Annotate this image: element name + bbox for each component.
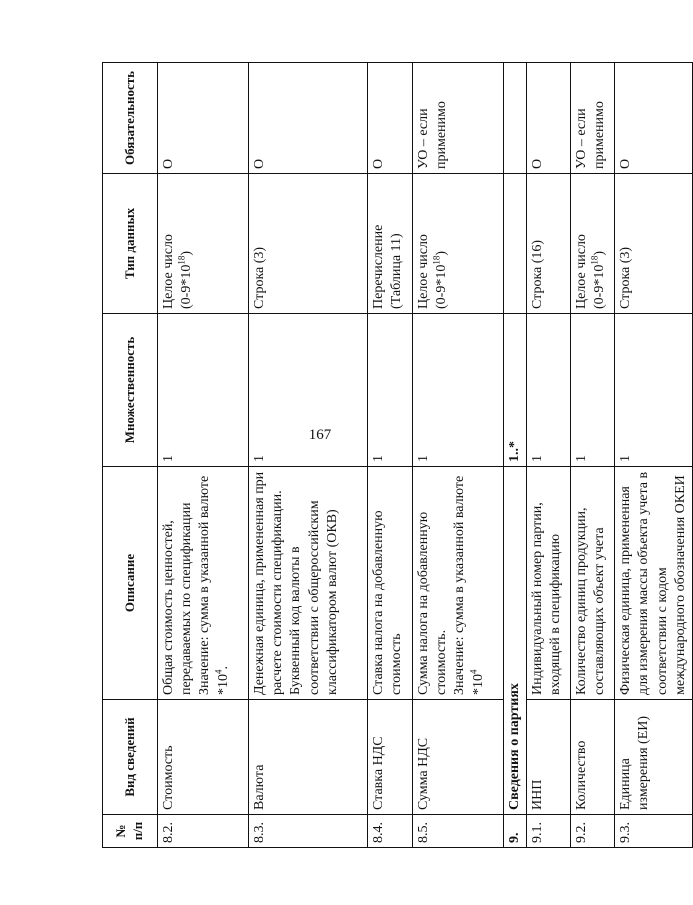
row-info-type: Стоимость	[158, 700, 249, 815]
row-info-type: Количество	[571, 700, 615, 815]
header-data-type: Тип данных	[103, 174, 158, 314]
description-line	[451, 471, 487, 695]
row-info-type: Сумма НДС	[413, 700, 504, 815]
description-line: Индивидуальный номер партии, входящей в спецификацию	[530, 502, 564, 695]
description-line	[196, 471, 232, 695]
row-description	[368, 467, 413, 700]
description-line: Общая стоимость ценностей, передаваемых по спецификации	[161, 502, 195, 695]
rotated-table-container	[102, 63, 688, 848]
table-row	[368, 63, 413, 848]
row-description	[413, 467, 504, 700]
table-row	[158, 63, 249, 848]
row-data-type	[368, 174, 413, 314]
row-data-type	[413, 174, 504, 314]
description-line-wrap	[452, 476, 485, 695]
section-row	[504, 63, 527, 848]
header-multiplicity: Множественность	[103, 314, 158, 467]
description-exponent: 4	[212, 669, 223, 674]
data-type-range	[591, 178, 609, 309]
data-type-range-tail: )	[592, 251, 608, 256]
page-number: 167	[308, 427, 332, 443]
row-description	[527, 467, 571, 700]
description-line-wrap	[197, 476, 230, 695]
row-multiplicity: 1	[413, 314, 504, 467]
row-number: 9.2.	[571, 815, 615, 848]
description-tail: .	[215, 666, 231, 670]
row-info-type: ИНП	[527, 700, 571, 815]
data-type-range-exponent: 18	[589, 255, 600, 265]
row-multiplicity: 1	[368, 314, 413, 467]
header-description: Описание	[103, 467, 158, 700]
data-type-range-exponent: 18	[431, 255, 442, 265]
table-row	[527, 63, 571, 848]
row-obligation: УО – если применимо	[413, 63, 504, 174]
row-multiplicity: 1	[527, 314, 571, 467]
description-line: Ставка налога на добавленную стоимость	[371, 510, 405, 695]
data-type-range-base: (0-9*10	[179, 264, 195, 309]
row-info-type: Ставка НДС	[368, 700, 413, 815]
row-description	[249, 467, 368, 700]
description-line: Денежная единица, примененная при расчете стоимости спецификации. Буквенный код валюты в соответствии с общероссийским классификатором валют (ОКВ)	[252, 471, 340, 695]
section-title: Сведения о партиях	[504, 467, 527, 815]
row-data-type	[571, 174, 615, 314]
header-number: № п/п	[103, 815, 158, 848]
row-multiplicity: 1	[571, 314, 615, 467]
row-info-type: Валюта	[249, 700, 368, 815]
table-header-row	[103, 63, 158, 848]
data-type-range-base: (0-9*10	[434, 264, 450, 309]
description-line: Количество единиц продукции, составляющих объект учета	[574, 507, 608, 695]
data-type-range-exponent: 18	[176, 255, 187, 265]
row-obligation: O	[158, 63, 249, 174]
table-row	[249, 63, 368, 848]
data-type-main: Строка (3)	[618, 246, 634, 309]
row-number: 8.4.	[368, 815, 413, 848]
data-type-range-tail: )	[434, 251, 450, 256]
row-multiplicity: 1..*	[504, 314, 527, 467]
table-row	[571, 63, 615, 848]
row-description	[571, 467, 615, 700]
header-info-type: Вид сведений	[103, 700, 158, 815]
description-text: Значение: сумма в указанной валюте *10	[452, 475, 486, 695]
specification-table	[102, 62, 693, 848]
row-multiplicity: 1	[158, 314, 249, 467]
row-number: 9.3.	[615, 815, 693, 848]
row-description	[615, 467, 693, 700]
row-number: 9.1.	[527, 815, 571, 848]
description-line: Сумма налога на добавленную стоимость.	[416, 511, 450, 695]
description-line: Физическая единица, примененная для измерения массы объекта учета в соответствии с кодом международного обозначения ОКЕИ	[618, 471, 688, 695]
row-multiplicity: 1	[615, 314, 693, 467]
data-type-main: Целое число	[574, 234, 590, 309]
row-description	[158, 467, 249, 700]
data-type-main: Целое число	[416, 234, 431, 309]
data-type-range	[178, 178, 196, 309]
description-exponent: 4	[467, 669, 478, 674]
row-obligation: O	[249, 63, 368, 174]
row-number: 8.2.	[158, 815, 249, 848]
row-data-type	[504, 174, 527, 314]
data-type-range-tail: )	[179, 251, 195, 256]
row-number: 8.3.	[249, 815, 368, 848]
row-data-type	[527, 174, 571, 314]
row-obligation	[504, 63, 527, 174]
table-row	[413, 63, 504, 848]
data-type-range-base: (0-9*10	[592, 264, 608, 309]
description-text: Значение: сумма в указанной валюте *10	[197, 475, 231, 695]
data-type-main: Целое число	[161, 234, 176, 309]
row-multiplicity: 1	[249, 314, 368, 467]
header-obligation: Обязательность	[103, 63, 158, 174]
row-number: 8.5.	[413, 815, 504, 848]
data-type-main: Строка (16)	[530, 239, 546, 309]
data-type-range	[433, 178, 451, 309]
data-type-main: Перечисление (Таблица 11)	[371, 224, 405, 309]
row-obligation: O	[368, 63, 413, 174]
row-data-type	[249, 174, 368, 314]
data-type-main: Строка (3)	[252, 246, 267, 309]
row-obligation: O	[527, 63, 571, 174]
row-obligation: УО – если применимо	[571, 63, 615, 174]
row-data-type	[615, 174, 693, 314]
row-info-type: Единица измерения (ЕИ)	[615, 700, 693, 815]
row-number: 9.	[504, 815, 527, 848]
row-obligation: O	[615, 63, 693, 174]
row-data-type	[158, 174, 249, 314]
table-row	[615, 63, 693, 848]
